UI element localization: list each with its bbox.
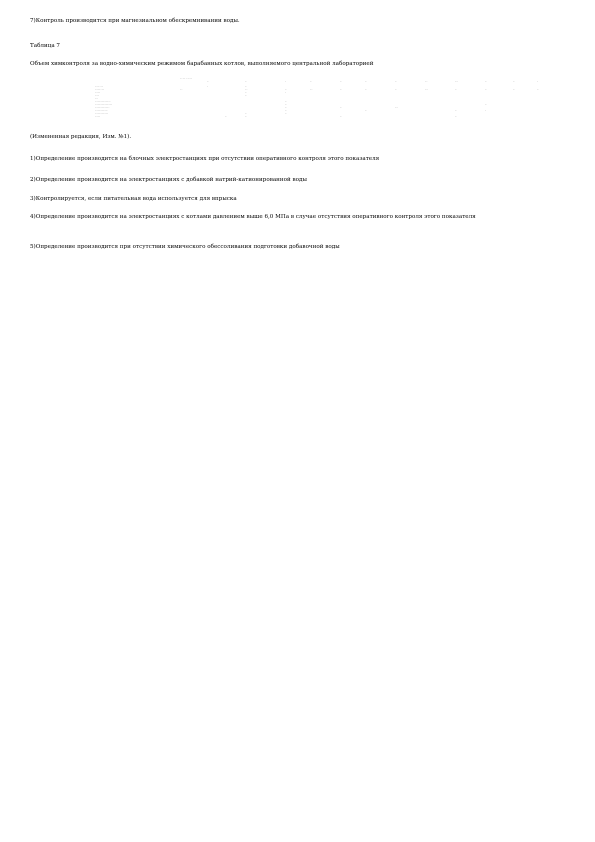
table-cell-mark: ··· <box>395 89 397 91</box>
table-header-mark: ··· <box>485 81 487 83</box>
table-header-mark: ····· <box>455 81 458 83</box>
table-cell-mark: ··· <box>245 92 247 94</box>
table-cell-mark: ··· <box>365 110 367 112</box>
chemical-control-table <box>95 78 550 128</box>
table-header-mark: ··· <box>340 81 342 83</box>
table-cell-mark: ··· <box>455 110 457 112</box>
note-4: 4)Определение производится на электростанциях с котлами давлением выше 6,0 МПа в случае отсутствия оперативного контроля этого показателя <box>30 214 476 220</box>
table-cell-mark: ··· <box>285 110 287 112</box>
table-row-mark: ·········· ····· <box>95 89 105 91</box>
table-cell-mark: ····· <box>395 107 398 109</box>
table-header-mark: ··· <box>245 81 247 83</box>
table-cell-mark: ··· <box>455 116 457 118</box>
footnote-7: 7)Контроль производится при магнезиальном обескремнивании воды. <box>30 18 240 24</box>
table-cell-mark: ··· <box>485 89 487 91</box>
table-header-mark: ···· ···· ·· ········ <box>180 78 192 80</box>
table-cell-mark: ··· <box>245 95 247 97</box>
table-row-mark: ························· <box>95 107 110 109</box>
table-row-mark: ····· <box>95 98 98 100</box>
table-cell-mark: ··· <box>365 89 367 91</box>
table-header-mark: ··· <box>207 81 209 83</box>
table-cell-mark: ·· <box>285 92 287 94</box>
table-cell-mark: ·· <box>485 110 487 112</box>
table-cell-mark: ··· <box>455 89 457 91</box>
revision-note: (Измененная редакция, Изм. №1). <box>30 134 132 140</box>
table-cell-mark: ··· <box>340 116 342 118</box>
note-1: 1)Определение производится на блочных электростанциях при отсутствии оперативного контроля этого показателя <box>30 156 380 162</box>
table-cell-mark: ··· <box>285 89 287 91</box>
table-cell-mark: ····· <box>425 89 428 91</box>
table-cell-mark: ··· <box>285 101 287 103</box>
table-cell-mark: ··· <box>340 89 342 91</box>
table-row-mark: ··························· <box>95 101 111 103</box>
table-row-mark: ········· <box>95 116 101 118</box>
table-header-mark: ·· <box>285 81 287 83</box>
table-cell-mark: ··· <box>285 104 287 106</box>
table-cell-mark: ··· <box>225 116 227 118</box>
table-header-mark: ··· <box>513 81 515 83</box>
table-header-mark: ·· <box>537 81 539 83</box>
table-cell-mark: ···· <box>245 89 248 91</box>
table-cell-mark: ··· <box>245 86 247 88</box>
table-row-mark: ········· <box>95 92 101 94</box>
table-caption: Объем химконтроля за водно-химическим режимом барабанных котлов, выполняемого центральной лабораторией <box>30 61 374 67</box>
note-5: 5)Определение производится при отсутствии химического обессоливания подготовки добавочной воды <box>30 244 340 250</box>
table-row-mark: ······· <box>95 95 99 97</box>
table-cell-mark: ··· <box>513 89 515 91</box>
table-cell-mark: ··· <box>285 113 287 115</box>
table-cell-mark: ···· <box>180 89 183 91</box>
table-row-mark: ······················· <box>95 113 109 115</box>
table-cell-mark: ··· <box>485 104 487 106</box>
table-row-mark: ······················ <box>95 110 108 112</box>
table-cell-mark: ··· <box>285 107 287 109</box>
table-row-mark: ········ ····· <box>95 86 103 88</box>
table-header-mark: ··· <box>365 81 367 83</box>
table-header-mark: ··· <box>395 81 397 83</box>
table-cell-mark: ··· <box>537 89 539 91</box>
table-cell-mark: ··· <box>245 116 247 118</box>
note-3: 3)Контролируется, если питательная вода используется для впрыска <box>30 196 237 202</box>
table-row-mark: ······························ <box>95 104 113 106</box>
table-header-mark: ··· <box>310 81 312 83</box>
table-header-mark: ···· <box>425 81 428 83</box>
table-cell-mark: ·· <box>207 86 209 88</box>
table-cell-mark: ···· <box>310 89 313 91</box>
table-cell-mark: ··· <box>245 113 247 115</box>
note-2: 2)Определение производится на электростанциях с добавкой натрий-катионированной воды <box>30 177 307 183</box>
table-label: Таблица 7 <box>30 43 60 49</box>
table-cell-mark: ··· <box>340 107 342 109</box>
